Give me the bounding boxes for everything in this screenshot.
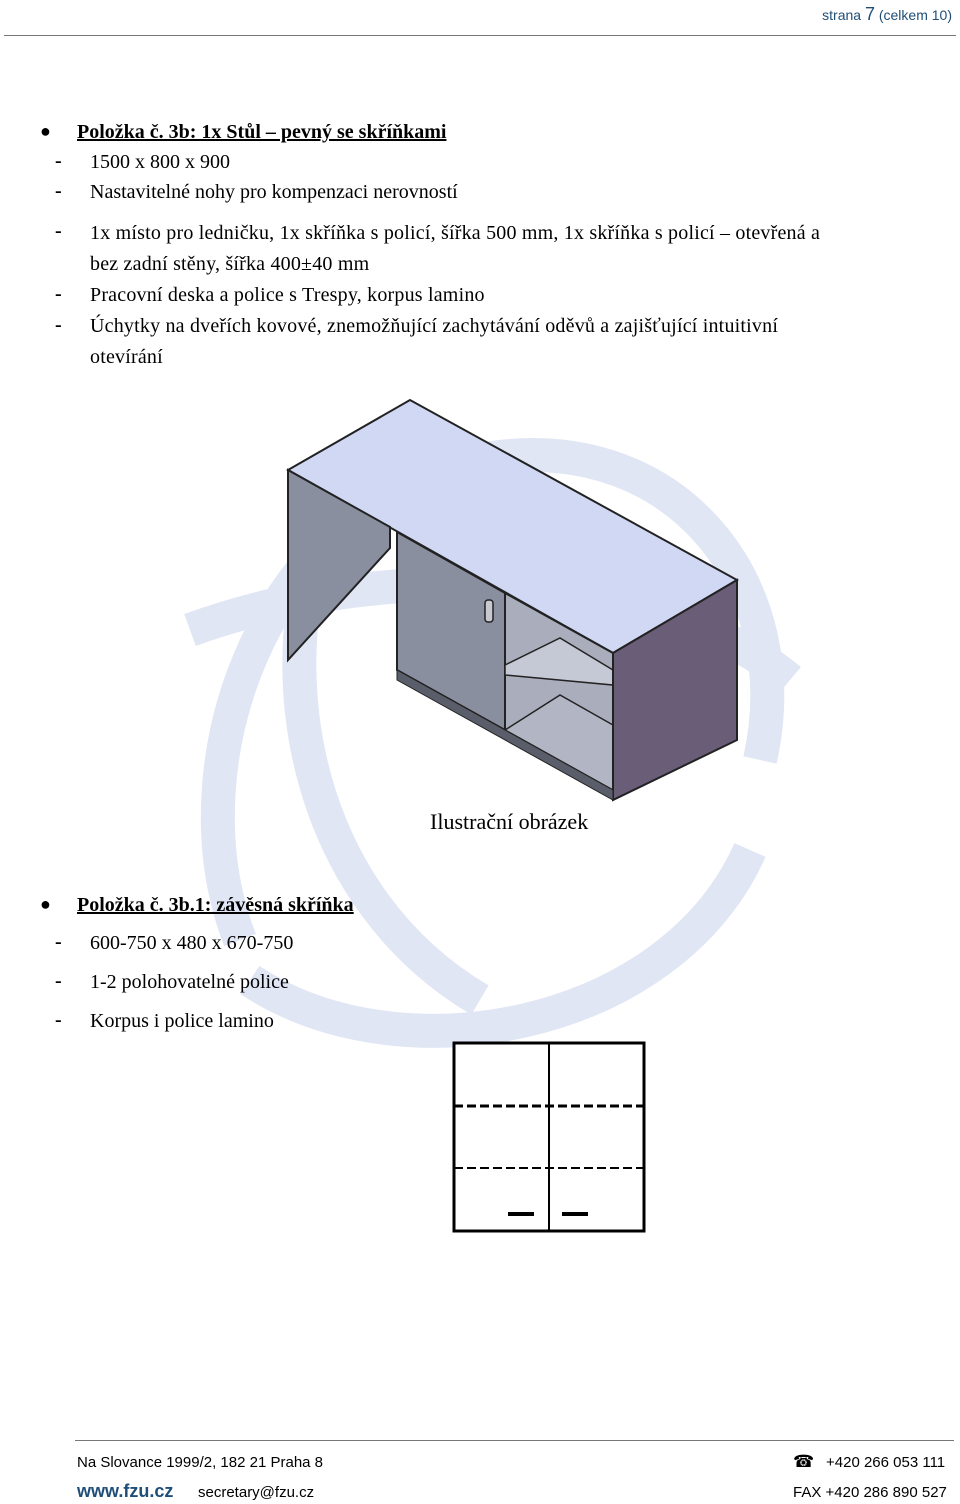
desk-illustration: [285, 395, 745, 805]
item2-line-2: 1-2 polohovatelné police: [90, 971, 289, 993]
dash: -: [55, 970, 62, 992]
wall-cabinet-drawing: [450, 1040, 650, 1236]
dash: -: [55, 283, 62, 305]
footer-fax: FAX +420 286 890 527: [793, 1484, 947, 1501]
item1-line-1: 1500 x 800 x 900: [90, 151, 230, 173]
item1-line-4: bez zadní stěny, šířka 400±40 mm: [90, 253, 370, 275]
door-handle: [485, 600, 493, 622]
footer-website-link[interactable]: www.fzu.cz: [77, 1481, 174, 1501]
footer-divider: [75, 1440, 954, 1441]
item1-line-6: Úchytky na dveřích kovové, znemožňující zachytávání oděvů a zajišťující intuitivní: [90, 315, 779, 337]
item2-line-3: Korpus i police lamino: [90, 1010, 274, 1032]
item1-line-3: 1x místo pro ledničku, 1x skříňka s policí, šířka 500 mm, 1x skříňka s policí – otevřená a: [90, 222, 821, 244]
page-counter: [822, 4, 952, 25]
header-divider: [4, 35, 956, 36]
bullet-item1: ●: [40, 121, 51, 141]
dash: -: [55, 150, 62, 172]
footer-phone: +420 266 053 111: [826, 1454, 946, 1471]
dash: -: [55, 314, 62, 336]
page-suffix: (celkem 10): [878, 7, 952, 23]
dash: -: [55, 931, 62, 953]
dash: -: [55, 220, 62, 242]
bullet-item2: ●: [40, 894, 51, 914]
dash: -: [55, 1009, 62, 1031]
item1-line-2: Nastavitelné nohy pro kompenzaci nerovností: [90, 181, 458, 203]
footer-email-link[interactable]: secretary@fzu.cz: [198, 1484, 315, 1501]
item1-title: Položka č. 3b: 1x Stůl – pevný se skříňkami: [77, 121, 447, 143]
item2-line-1: 600-750 x 480 x 670-750: [90, 932, 294, 954]
footer-address: Na Slovance 1999/2, 182 21 Praha 8: [77, 1454, 324, 1471]
illustration-caption: Ilustrační obrázek: [430, 809, 589, 834]
page-prefix: strana: [822, 7, 862, 23]
page-number: 7: [864, 4, 875, 24]
phone-icon: ☎: [793, 1452, 815, 1471]
dash: -: [55, 180, 62, 202]
item1-line-7: otevírání: [90, 346, 163, 368]
item1-line-5: Pracovní deska a police s Trespy, korpus lamino: [90, 284, 485, 306]
item2-title: Položka č. 3b.1: závěsná skříňka: [77, 894, 354, 916]
